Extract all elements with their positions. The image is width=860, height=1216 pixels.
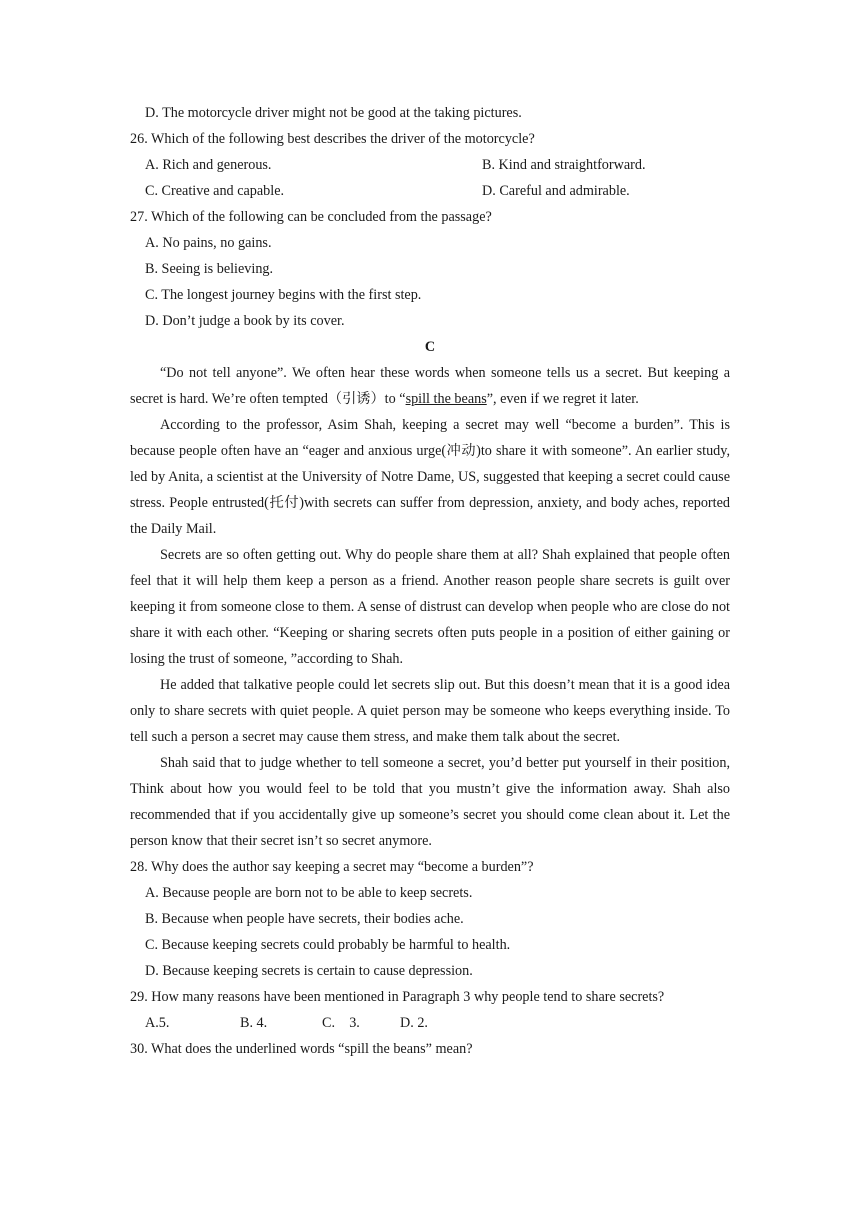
exam-page <box>130 100 730 1062</box>
q28-option-a: A. Because people are born not to be able to keep secrets. <box>145 885 473 901</box>
q27-option-a: A. No pains, no gains. <box>145 235 272 251</box>
q27-option-c: C. The longest journey begins with the first step. <box>145 287 422 303</box>
q29-options-row <box>130 1010 730 1036</box>
underlined-phrase: spill the beans <box>405 391 487 407</box>
q26-option-c: C. Creative and capable. <box>145 183 285 199</box>
passage-paragraph-1 <box>130 360 730 412</box>
p5-text: Shah said that to judge whether to tell someone a secret, you’d better put yourself in their position, Think about how you would feel to be told that you mustn’t give the information away. Shah also recommended that if you accidentally give up someone’s secret you should come clean about it. Let the person know that their secret isn’t so secret anymore. <box>130 755 730 849</box>
q28-stem: 28. Why does the author say keeping a secret may “become a burden”? <box>130 859 534 875</box>
q26-option-a: A. Rich and generous. <box>145 157 272 173</box>
q27-option-b: B. Seeing is believing. <box>145 261 274 277</box>
q26-options-row-2 <box>130 178 730 204</box>
passage-paragraph-2 <box>130 412 730 542</box>
q27-stem: 27. Which of the following can be concluded from the passage? <box>130 209 492 225</box>
q26-options-row-1 <box>130 152 730 178</box>
q26-option-d: D. Careful and admirable. <box>482 183 630 199</box>
q29-option-d: D. 2. <box>400 1015 428 1031</box>
section-title: C <box>424 339 436 355</box>
p1-text-b: ”, even if we regret it later. <box>486 391 639 407</box>
p3-text: Secrets are so often getting out. Why do people share them at all? Shah explained that people often feel that it will help them keep a person as a friend. Another reason people share secrets is guilt over keeping it from someone close to them. A sense of distrust can develop when people who are close do not share it with each other. “Keeping or sharing secrets often puts people in a position of either gaining or losing the trust of someone, ”according to Shah. <box>130 547 730 667</box>
passage-paragraph-5 <box>130 750 730 854</box>
q28-option-c: C. Because keeping secrets could probably be harmful to health. <box>145 937 511 953</box>
p1-text-a: “Do not tell anyone”. We often hear these words when someone tells us a secret. But keeping a secret is hard. We’re often tempted（引诱）to “ <box>130 365 730 407</box>
q28-option-d: D. Because keeping secrets is certain to cause depression. <box>145 963 473 979</box>
q29-stem: 29. How many reasons have been mentioned in Paragraph 3 why people tend to share secrets? <box>130 989 665 1005</box>
q26-option-b: B. Kind and straightforward. <box>482 157 646 173</box>
q27-option-d: D. Don’t judge a book by its cover. <box>145 313 345 329</box>
p4-text: He added that talkative people could let secrets slip out. But this doesn’t mean that it is a good idea only to share secrets with quiet people. A quiet person may be someone who keeps everything inside. To tell such a person a secret may cause them stress, and make them talk about the secret. <box>130 677 730 745</box>
q29-option-a: A.5. <box>145 1015 170 1031</box>
passage-paragraph-4 <box>130 672 730 750</box>
q28-option-b: B. Because when people have secrets, their bodies ache. <box>145 911 464 927</box>
q30-stem: 30. What does the underlined words “spill the beans” mean? <box>130 1041 473 1057</box>
q29-option-c: C. 3. <box>322 1015 360 1031</box>
q29-option-b: B. 4. <box>240 1015 268 1031</box>
q26-stem: 26. Which of the following best describes the driver of the motorcycle? <box>130 131 535 147</box>
p2-text: According to the professor, Asim Shah, keeping a secret may well “become a burden”. This is because people often have an “eager and anxious urge(冲动)to share it with someone”. An earlier study, led by Anita, a scientist at the University of Notre Dame, US, suggested that keeping a secret could cause stress. People entrusted(托付)with secrets can suffer from depression, anxiety, and body aches, reported the Daily Mail. <box>130 417 730 537</box>
passage-paragraph-3 <box>130 542 730 672</box>
q25-option-d: D. The motorcycle driver might not be good at the taking pictures. <box>145 105 522 121</box>
